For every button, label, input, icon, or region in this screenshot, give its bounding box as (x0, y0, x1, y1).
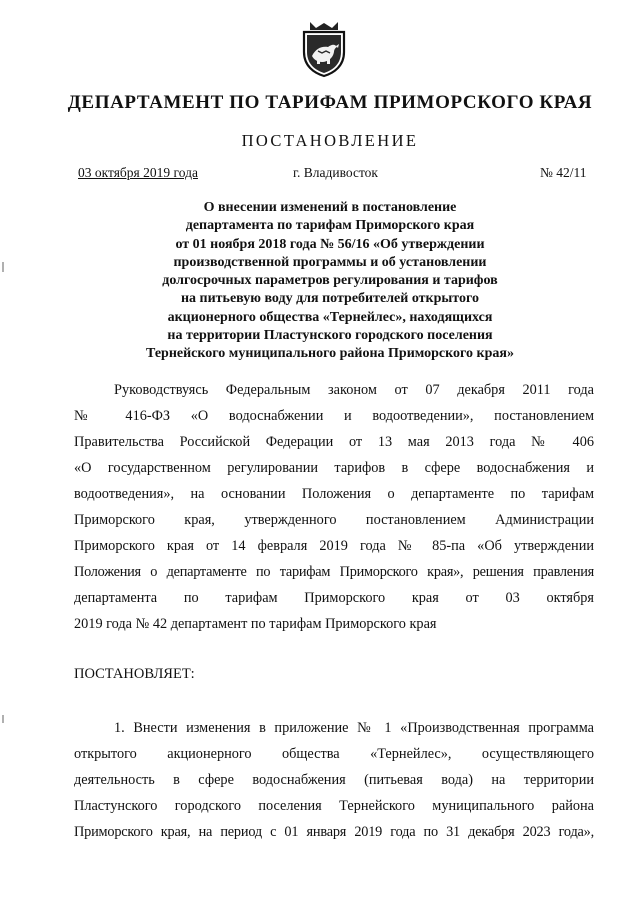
preamble-paragraph (74, 377, 594, 637)
scan-edge-mark (2, 262, 4, 272)
preamble-line: Руководствуясь Федеральным законом от 07 декабря 2011 года (114, 382, 594, 398)
preamble-line: Приморского края от 14 февраля 2019 года № 85-па «Об утверждении (74, 538, 594, 554)
item-1-line: открытого акционерного общества «Тернейлес», осуществляющего (74, 746, 594, 762)
coat-of-arms-emblem (298, 20, 350, 78)
subject-line: акционерного общества «Тернейлес», находящихся (167, 309, 493, 325)
decree-word: ПОСТАНОВЛЯЕТ: (74, 666, 195, 682)
department-title: ДЕПАРТАМЕНТ ПО ТАРИФАМ ПРИМОРСКОГО КРАЯ (67, 92, 593, 113)
item-1-line: Пластунского городского поселения Тернейского муниципального района (74, 798, 594, 814)
item-1-line: Приморского края, на период с 01 января 2019 года по 31 декабря 2023 года», (74, 824, 594, 840)
subject-line: на территории Пластунского городского поселения (167, 328, 493, 344)
document-type: ПОСТАНОВЛЕНИЕ (241, 131, 419, 150)
subject-line: долгосрочных параметров регулирования и тарифов (162, 273, 498, 289)
item-1-line: 1. Внести изменения в приложение № 1 «Производственная программа (114, 720, 594, 736)
document-city: г. Владивосток (293, 165, 378, 180)
preamble-line: № 416-ФЗ «О водоснабжении и водоотведении», постановлением (74, 408, 594, 424)
subject-line: Тернейского муниципального района Приморского края» (146, 346, 514, 362)
preamble-line: 2019 года № 42 департамент по тарифам Приморского края (74, 616, 437, 632)
document-subject (100, 199, 560, 364)
preamble-line: водоотведения», на основании Положения о департаменте по тарифам (74, 486, 594, 502)
subject-line: от 01 ноября 2018 года № 56/16 «Об утверждении (175, 236, 485, 252)
item-1-paragraph (74, 715, 594, 845)
document-number: № 42/11 (540, 165, 587, 180)
subject-line: производственной программы и об установлении (173, 254, 487, 270)
item-1-line: деятельность в сфере водоснабжения (питьевая вода) на территории (74, 772, 594, 788)
scan-edge-mark (2, 715, 4, 723)
preamble-line: Правительства Российской Федерации от 13 мая 2013 года № 406 (74, 434, 594, 450)
subject-line: на питьевую воду для потребителей открытого (180, 291, 480, 307)
preamble-line: «О государственном регулировании тарифов в сфере водоснабжения и (74, 460, 594, 476)
preamble-line: департамента по тарифам Приморского края от 03 октября (74, 590, 594, 606)
document-date: 03 октября 2019 года (78, 165, 198, 180)
subject-line: департамента по тарифам Приморского края (185, 218, 475, 234)
preamble-line: Положения о департаменте по тарифам Приморского края», решения правления (74, 564, 594, 580)
preamble-line: Приморского края, утвержденного постановлением Администрации (74, 512, 594, 528)
subject-line: О внесении изменений в постановление (203, 200, 457, 215)
